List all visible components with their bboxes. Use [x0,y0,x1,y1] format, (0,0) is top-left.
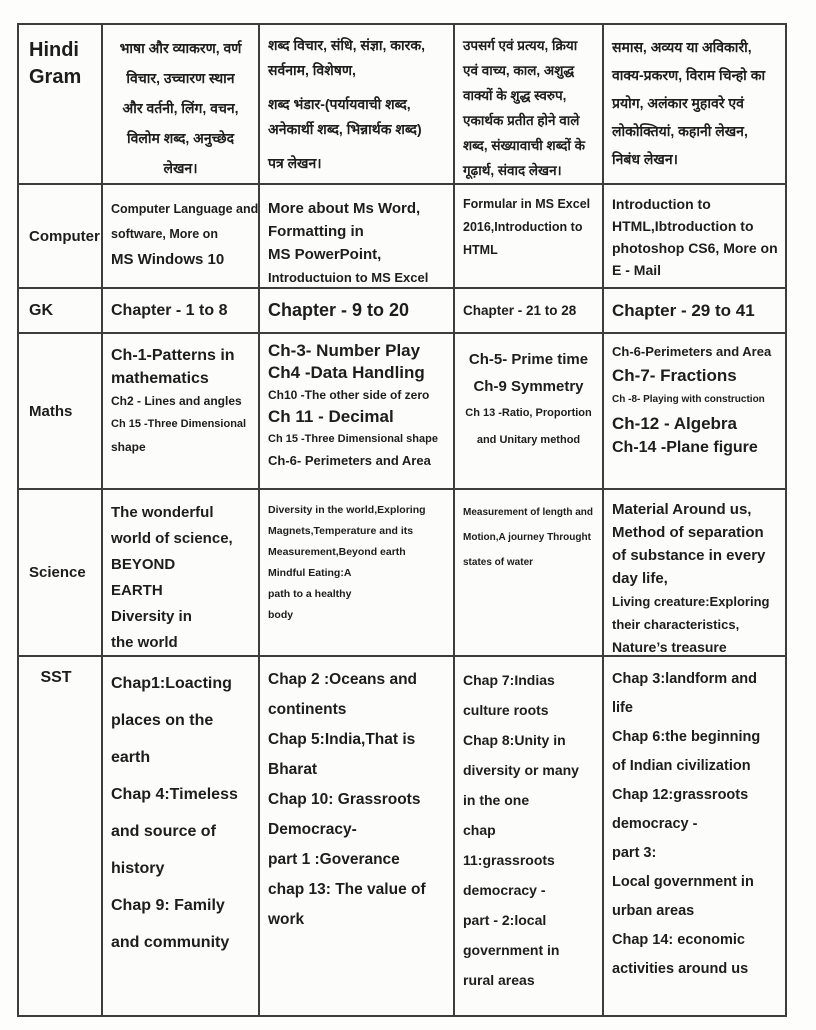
row-label-computer: Computer [19,185,103,289]
text-line: states of water [463,557,534,568]
text-line: लेखन। [163,160,198,176]
text-line: of substance in every [612,547,766,564]
text-line: Chap 7:Indias [463,672,555,688]
text-line: Computer Language and [111,202,259,216]
text-line: democracy - [612,816,698,832]
cell-gk-term4 [604,289,787,334]
text-line: in the one [463,792,530,808]
text-line: Introduction to [612,196,711,212]
text-line: प्रयोग, अलंकार मुहावरे एवं [612,95,744,111]
text-line: Chapter - 1 to 8 [111,301,228,319]
text-line: शब्द, संख्यावाची शब्दों के [463,138,585,153]
text-line: Ch-3- Number Play [268,341,421,360]
text-line: शब्द विचार, संधि, संज्ञा, कारक, [268,37,426,53]
cell-hindi-term2 [260,25,455,185]
text-line: Ch4 -Data Handling [268,363,425,382]
cell-sst-term3 [455,657,604,1017]
row-label-science: Science [19,490,103,657]
text-line: urban areas [612,903,695,919]
text-line: पत्र लेखन। [268,155,322,171]
text-line: Chap 4:Timeless [111,786,238,803]
row-label-sst: SST [19,657,103,1017]
text-line: earth [111,749,151,766]
cell-hindi-term3 [455,25,604,185]
text-line: Ch-7- Fractions [612,366,737,385]
text-line: body [268,609,294,621]
syllabus-table [17,23,787,1017]
text-line: उपसर्ग एवं प्रत्यय, क्रिया [463,38,578,53]
row-label-maths: Maths [19,334,103,490]
text-line: लोकोक्तियां, कहानी लेखन, [612,123,748,139]
text-line: निबंध लेखन। [612,151,678,167]
text-line: 2016,Introduction to [463,220,583,234]
text-line: continents [268,701,347,718]
text-line: and community [111,934,230,951]
text-line: BEYOND [111,556,176,573]
text-line: diversity or many [463,762,579,778]
cell-gk-term3 [455,289,604,334]
cell-hindi-term4 [604,25,787,185]
text-line: chap [463,822,496,838]
text-line: EARTH [111,582,163,599]
text-line: Ch-6- Perimeters and Area [268,453,431,468]
text-line: Method of separation [612,524,764,541]
text-line: Bharat [268,761,318,778]
text-line: culture roots [463,702,549,718]
cell-hindi-term1 [103,25,260,185]
text-line: More about Ms Word, [268,200,421,217]
cell-maths-term2 [260,334,455,490]
text-line: अनेकार्थी शब्द, भिन्नार्थक शब्द) [268,121,422,137]
text-line: government in [463,942,560,958]
text-line: Chap 12:grassroots [612,787,749,803]
text-line: Chap 3:landform and [612,671,758,687]
text-line: democracy - [463,882,546,898]
text-line: Chapter - 21 to 28 [463,303,577,318]
cell-science-term3 [455,490,604,657]
text-line: Nature’s treasure [612,639,727,655]
text-line: Material Around us, [612,501,752,518]
text-line: Chap 6:the beginning [612,729,761,745]
text-line: Diversity in [111,608,192,625]
text-line: समास, अव्यय या अविकारी, [612,39,752,55]
text-line: Chap 5:India,That is [268,731,416,748]
text-line: Living creature:Exploring [612,594,770,609]
text-line: Magnets,Temperature and its [268,525,414,537]
text-line: and source of [111,823,216,840]
text-line: Chapter - 9 to 20 [268,300,410,320]
text-line: rural areas [463,972,535,988]
text-line: part - 2:local [463,912,547,928]
text-line: their characteristics, [612,617,740,632]
text-line: day life, [612,570,668,587]
text-line: MS PowerPoint, [268,246,382,263]
text-line: Measurement,Beyond earth [268,546,406,558]
text-line: Democracy- [268,821,357,838]
text-line: शब्द भंडार-(पर्यायवाची शब्द, [268,96,411,112]
cell-sst-term2 [260,657,455,1017]
text-line: Ch10 -The other side of zero [268,388,430,402]
text-line: भाषा और व्याकरण, वर्ण [119,40,242,56]
text-line: Ch -8- Playing with construction [612,394,765,405]
text-line: HTML,Ibtroduction to [612,218,754,234]
cell-gk-term1 [103,289,260,334]
text-line: एकार्थक प्रतीत होने वाले [463,113,580,128]
text-line: and Unitary method [476,434,581,446]
text-line: software, More on [111,227,218,241]
text-line: photoshop CS6, More on [612,240,778,256]
text-line: mathematics [111,370,209,387]
text-line: path to a healthy [268,588,352,600]
cell-computer-term3 [455,185,604,289]
text-line: Local government in [612,874,754,890]
text-line: MS Windows 10 [111,251,225,268]
text-line: Ch 15 -Three Dimensional [111,418,247,430]
text-line: chap 13: The value of [268,881,426,898]
text-line: of Indian civilization [612,758,751,774]
text-line: Ch-9 Symmetry [473,378,584,395]
text-line: वाक्य-प्रकरण, विराम चिन्हो का [612,67,766,83]
text-line: world of science, [111,530,233,547]
cell-sst-term4 [604,657,787,1017]
cell-science-term4 [604,490,787,657]
cell-maths-term4 [604,334,787,490]
text-line: places on the [111,712,214,729]
cell-maths-term3 [455,334,604,490]
text-line: The wonderful [111,504,214,521]
text-line: और वर्तनी, लिंग, वचन, [122,100,239,116]
text-line: Ch 11 - Decimal [268,407,394,426]
text-line: Ch-1-Patterns in [111,347,235,364]
text-line: history [111,860,165,877]
cell-gk-term2 [260,289,455,334]
cell-maths-term1 [103,334,260,490]
cell-computer-term1 [103,185,260,289]
text-line: Chap 2 :Oceans and [268,671,418,688]
text-line: E - Mail [612,262,662,278]
text-line: part 3: [612,845,657,861]
text-line: Formular in MS Excel [463,197,591,211]
text-line: 11:grassroots [463,852,555,868]
text-line: HTML [463,243,498,257]
text-line: Motion,A journey Throught [463,532,591,543]
text-line: सर्वनाम, विशेषण, [268,62,356,78]
text-line: life [612,700,633,716]
text-line: Chap 8:Unity in [463,732,566,748]
text-line: Ch-6-Perimeters and Area [612,344,772,359]
text-line: Ch 15 -Three Dimensional shape [268,433,438,445]
text-line: वाक्यों के शुद्ध स्वरुप, [463,88,567,103]
text-line: part 1 :Goverance [268,851,400,868]
text-line: Ch-5- Prime time [468,351,589,368]
text-line: Mindful Eating:A [268,567,352,579]
text-line: विलोम शब्द, अनुच्छेद [126,130,235,146]
row-label-hindi-gram: Hindi Gram [19,25,103,185]
cell-science-term1 [103,490,260,657]
text-line: Chapter - 29 to 41 [612,300,755,320]
text-line: विचार, उच्चारण स्थान [126,70,235,86]
text-line: Measurement of length and [463,507,594,518]
text-line: activities around us [612,961,749,977]
text-line: Chap 10: Grassroots [268,791,421,808]
text-line: Chap 9: Family [111,897,225,914]
text-line: Ch-12 - Algebra [612,414,738,433]
text-line: Ch-14 -Plane figure [612,439,758,456]
text-line: Formatting in [268,223,364,240]
text-line: Chap 14: economic [612,932,745,948]
cell-computer-term4 [604,185,787,289]
text-line: गूढ़ार्थ, संवाद लेखन। [463,163,562,178]
cell-science-term2 [260,490,455,657]
text-line: एवं वाच्य, काल, अशुद्ध [463,63,575,78]
text-line: the world [111,634,178,651]
text-line: Introductuion to MS Excel [268,270,429,285]
text-line: work [268,911,305,928]
text-line: Diversity in the world,Exploring [268,504,426,516]
text-line: shape [111,440,146,454]
text-line: Ch 13 -Ratio, Proportion [465,407,592,419]
text-line: Ch2 - Lines and angles [111,394,242,408]
text-line: Chap1:Loacting [111,675,232,692]
cell-sst-term1 [103,657,260,1017]
cell-computer-term2 [260,185,455,289]
row-label-gk: GK [19,289,103,334]
